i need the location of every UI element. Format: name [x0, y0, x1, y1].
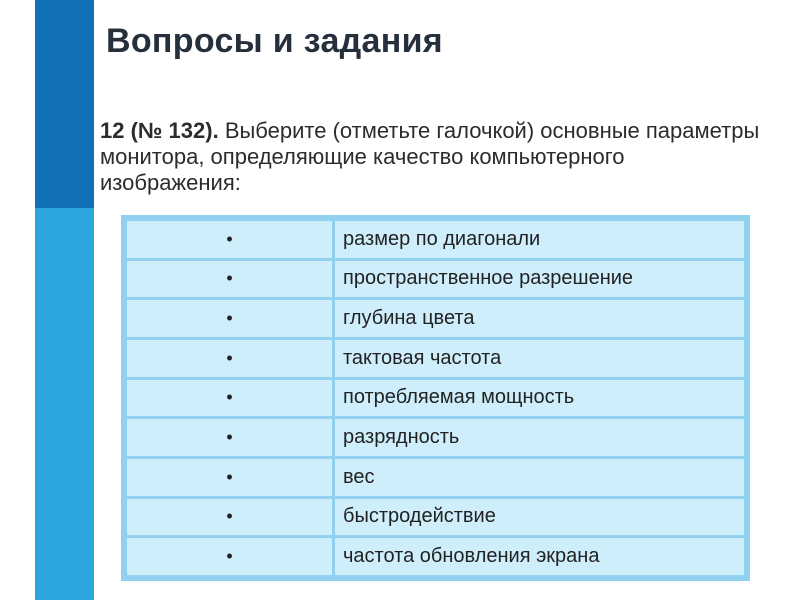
task-number: 12 (№ 132). — [100, 118, 219, 143]
option-label: глубина цвета — [335, 300, 744, 337]
table-row — [127, 459, 744, 496]
checkbox-bullet[interactable]: • — [127, 221, 332, 258]
checkbox-bullet[interactable]: • — [127, 459, 332, 496]
slide-title: Вопросы и задания — [106, 22, 443, 60]
option-label: тактовая частота — [335, 340, 744, 377]
side-bar-light — [35, 208, 94, 600]
checkbox-bullet[interactable]: • — [127, 340, 332, 377]
side-bar-dark — [35, 0, 94, 208]
task-question: Выберите (отметьте галочкой) основные параметры монитора, определяющие качество компьютерного изображения: — [100, 118, 760, 195]
table-row — [127, 340, 744, 377]
table-row — [127, 538, 744, 575]
option-label: разрядность — [335, 419, 744, 456]
checkbox-bullet[interactable]: • — [127, 419, 332, 456]
checkbox-bullet[interactable]: • — [127, 261, 332, 298]
option-label: потребляемая мощность — [335, 380, 744, 417]
table-row — [127, 499, 744, 536]
option-label: быстродействие — [335, 499, 744, 536]
checkbox-bullet[interactable]: • — [127, 499, 332, 536]
option-label: частота обновления экрана — [335, 538, 744, 575]
options-table — [121, 215, 750, 581]
table-row — [127, 221, 744, 258]
checkbox-bullet[interactable]: • — [127, 380, 332, 417]
table-row — [127, 419, 744, 456]
option-label: вес — [335, 459, 744, 496]
options-table-body — [127, 221, 744, 575]
table-row — [127, 300, 744, 337]
table-row — [127, 261, 744, 298]
task-text-block — [100, 118, 760, 196]
checkbox-bullet[interactable]: • — [127, 300, 332, 337]
option-label: размер по диагонали — [335, 221, 744, 258]
table-row — [127, 380, 744, 417]
option-label: пространственное разрешение — [335, 261, 744, 298]
checkbox-bullet[interactable]: • — [127, 538, 332, 575]
